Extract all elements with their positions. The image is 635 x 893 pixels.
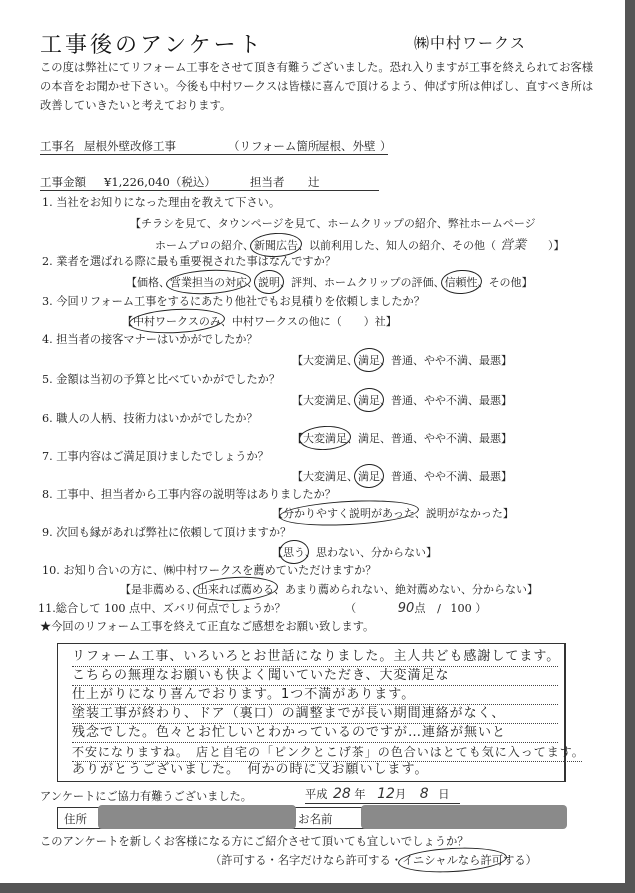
q4-options: 【大変満足、満足、普通、やや不満、最悪】 bbox=[292, 354, 512, 367]
q2-options: 【価格、営業担当の対応、説明、評判、ホームクリップの評価、信頼性、その他】 bbox=[126, 276, 533, 289]
work-name-label: 工事名 bbox=[40, 139, 75, 153]
work-name-field bbox=[40, 138, 392, 155]
question-1: 1. 当社をお知りになった理由を教えて下さい。 bbox=[42, 196, 281, 209]
reform-location-label: （リフォーム箇所 bbox=[228, 139, 320, 153]
question-9: 9. 次回も縁があれば弊社に依頼して頂けますか？ bbox=[42, 526, 292, 539]
date-year[interactable]: 28 bbox=[332, 786, 351, 802]
q10-options: 【是非薦める、出来れば薦める、あまり薦められない、絶対薦めない、分からない】 bbox=[120, 583, 538, 596]
scan-edge-right bbox=[625, 0, 635, 893]
q2-selected-option[interactable]: 説明 bbox=[258, 276, 280, 289]
q3-selected-option[interactable]: 中村ワークスのみ bbox=[133, 315, 221, 328]
question-5: 5. 金額は当初の予算と比べていかがでしたか？ bbox=[42, 373, 281, 386]
comment-line: 仕上がりになり喜んでおります。1つ不満があります。 bbox=[72, 686, 558, 705]
q1-selected-option[interactable]: 新聞広告 bbox=[254, 239, 298, 252]
work-name-value: 屋根外壁改修工事 bbox=[84, 139, 176, 153]
name-label: お名前 bbox=[298, 812, 333, 826]
consent-question: このアンケートを新しくお客様になる方にご紹介させて頂いても宜しいでしょうか？ bbox=[40, 835, 469, 848]
q5-options: 【大変満足、満足、普通、やや不満、最悪】 bbox=[292, 394, 512, 407]
address-label: 住所 bbox=[64, 812, 87, 826]
q9-options: 【思う、思わない、分からない】 bbox=[272, 546, 437, 559]
company-name: ㈱中村ワークス bbox=[414, 34, 526, 52]
scan-edge-bottom bbox=[0, 883, 635, 893]
comment-line: ありがとうございました。 何かの時に又お願いします。 bbox=[72, 762, 429, 777]
staff-label: 担当者 bbox=[250, 175, 285, 189]
comment-prompt: ★今回のリフォーム工事を終えて正直なご感想をお願い致します。 bbox=[40, 620, 375, 633]
comment-box[interactable] bbox=[57, 643, 585, 782]
date-day[interactable]: 8 bbox=[419, 786, 429, 802]
q1-options-line1: 【チラシを見て、タウンページを見て、ホームクリップの紹介、弊社ホームページ bbox=[130, 217, 536, 230]
comment-line: 塗装工事が終わり、ドア（裏口）の調整までが長い期間連絡がなく、 bbox=[72, 705, 558, 724]
q4-selected-option[interactable]: 満足 bbox=[358, 354, 380, 367]
comment-line: リフォーム工事、いろいろとお世話になりました。主人共ども感謝してます。 bbox=[72, 648, 558, 667]
q10-selected-option[interactable]: 出来れば薦める bbox=[197, 583, 274, 596]
comment-line: 残念でした。色々とお忙しいとわかっているのですが…連絡が無いと bbox=[72, 724, 558, 743]
comment-line: 不安になりますね。 店と自宅の「ピンクとこげ茶」の色合いはとても気に入ってます。 bbox=[72, 743, 582, 762]
address-redacted bbox=[98, 805, 296, 829]
name-redacted bbox=[361, 805, 567, 829]
q6-selected-option[interactable]: 大変満足 bbox=[303, 432, 347, 445]
q8-options: 【分かりやすく説明があった、説明がなかった】 bbox=[272, 507, 514, 520]
q5-selected-option[interactable]: 満足 bbox=[358, 394, 380, 407]
q3-options: 【中村ワークスのみ、中村ワークスの他に（ ）社】 bbox=[122, 315, 397, 328]
q9-selected-option[interactable]: 思う bbox=[283, 546, 305, 559]
comment-line: こちらの無理なお願いも快よく聞いていただき、大変満足な bbox=[72, 667, 558, 686]
page-title: 工事後のアンケート bbox=[40, 33, 264, 58]
work-amount-field bbox=[40, 174, 379, 191]
question-11: 11.総合して 100 点中、ズバリ何点でしょうか？ bbox=[38, 602, 286, 615]
customer-info-box bbox=[57, 807, 563, 829]
q1-options-line2: ホームプロの紹介、新聞広告、以前利用した、知人の紹介、その他（ 営業 ）】 bbox=[155, 238, 565, 253]
date-field: 平成 28 年 12月 8 日 bbox=[305, 786, 460, 804]
q1-other-written: 営業 bbox=[500, 238, 527, 253]
amount-value: ¥1,226,040（税込） bbox=[104, 175, 216, 189]
q6-options: 【大変満足、満足、普通、やや不満、最悪】 bbox=[292, 432, 512, 445]
q8-selected-option[interactable]: 分かりやすく説明があった bbox=[283, 507, 415, 520]
q11-score: （ 90点 / 100 ） bbox=[345, 601, 487, 616]
q2-selected-option[interactable]: 信頼性 bbox=[444, 276, 478, 289]
question-2: 2. 業者を選ばれる際に最も重要視された事はなんですか？ bbox=[42, 255, 336, 268]
question-4: 4. 担当者の接客マナーはいかがでしたか？ bbox=[42, 333, 258, 346]
staff-value: 辻 bbox=[308, 175, 320, 189]
date-month[interactable]: 12 bbox=[377, 786, 395, 802]
question-3: 3. 今回リフォーム工事をするにあたり他社でもお見積りを依頼しましたか？ bbox=[42, 295, 425, 308]
q7-selected-option[interactable]: 満足 bbox=[358, 470, 380, 483]
reform-location-close: ） bbox=[380, 139, 392, 153]
question-6: 6. 職人の人柄、技術力はいかがでしたか？ bbox=[42, 412, 258, 425]
question-10: 10. お知り合いの方に、㈱中村ワークスを薦めていただけますか？ bbox=[42, 564, 377, 577]
intro-text: この度は弊社にてリフォーム工事をさせて頂き有難うございました。恐れ入りますが工事を終えられてお客様の本音をお聞かせ下さい。今後も中村ワークスは皆様に喜んで頂けるよう、伸ばす所は伸ばし、直すべき所は改善していきたいと考えております。 bbox=[40, 61, 594, 112]
amount-label: 工事金額 bbox=[40, 175, 86, 189]
question-8: 8. 工事中、担当者から工事内容の説明等はありましたか？ bbox=[42, 488, 336, 501]
q7-options: 【大変満足、満足、普通、やや不満、最悪】 bbox=[292, 470, 512, 483]
q2-selected-option[interactable]: 営業担当の対応 bbox=[170, 276, 247, 289]
q11-score-value[interactable]: 90 bbox=[397, 601, 415, 616]
thanks-text: アンケートにご協力有難うございました。 bbox=[40, 790, 252, 803]
question-7: 7. 工事内容はご満足頂けましたでしょうか？ bbox=[42, 450, 269, 463]
reform-location-value: 屋根、外壁 bbox=[318, 139, 376, 153]
consent-selected-option[interactable]: イニシャルなら許可 bbox=[402, 854, 504, 867]
consent-options: （許可する・名字だけなら許可する・イニシャルなら許可する） bbox=[210, 854, 537, 867]
